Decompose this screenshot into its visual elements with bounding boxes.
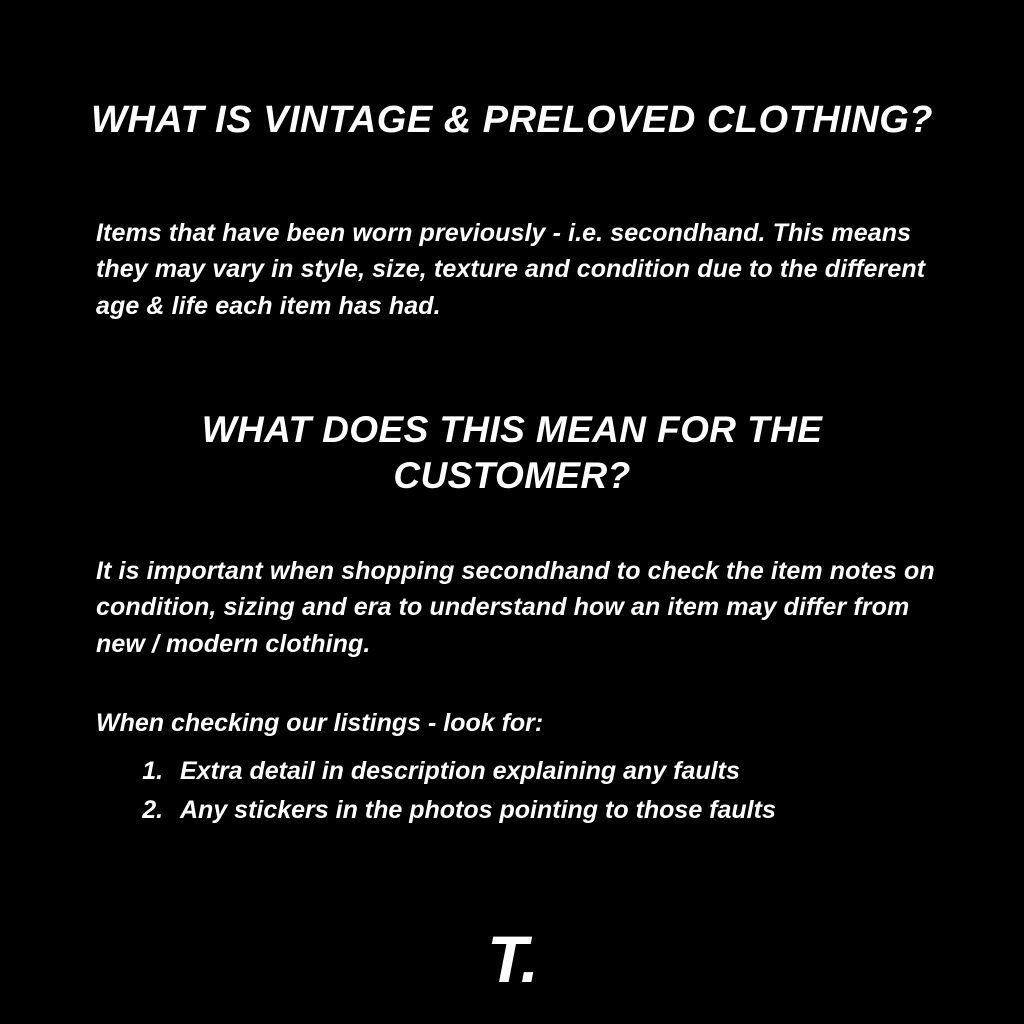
definition-paragraph: Items that have been worn previously - i.e. secondhand. This means they may vary in style, size, texture and condition due to the different age & life each item has had. xyxy=(96,219,926,320)
listing-check-lead-in: When checking our listings - look for: xyxy=(96,709,544,737)
section-heading-customer: WHAT DOES THIS MEAN FOR THE CUSTOMER? xyxy=(201,408,823,496)
logo-mark-icon: T. xyxy=(487,922,537,996)
customer-guidance-paragraph: It is important when shopping secondhand to check the item notes on condition, sizing and era to understand how an item may differ from new / modern clothing. xyxy=(96,557,935,658)
list-item: 1. Extra detail in description explaining any faults xyxy=(170,752,1024,791)
list-item: 2. Any stickers in the photos pointing to those faults xyxy=(170,791,1024,830)
listing-check-list xyxy=(122,752,1024,830)
brand-logo xyxy=(0,922,1024,996)
page-title: WHAT IS VINTAGE & PRELOVED CLOTHING? xyxy=(90,99,934,142)
